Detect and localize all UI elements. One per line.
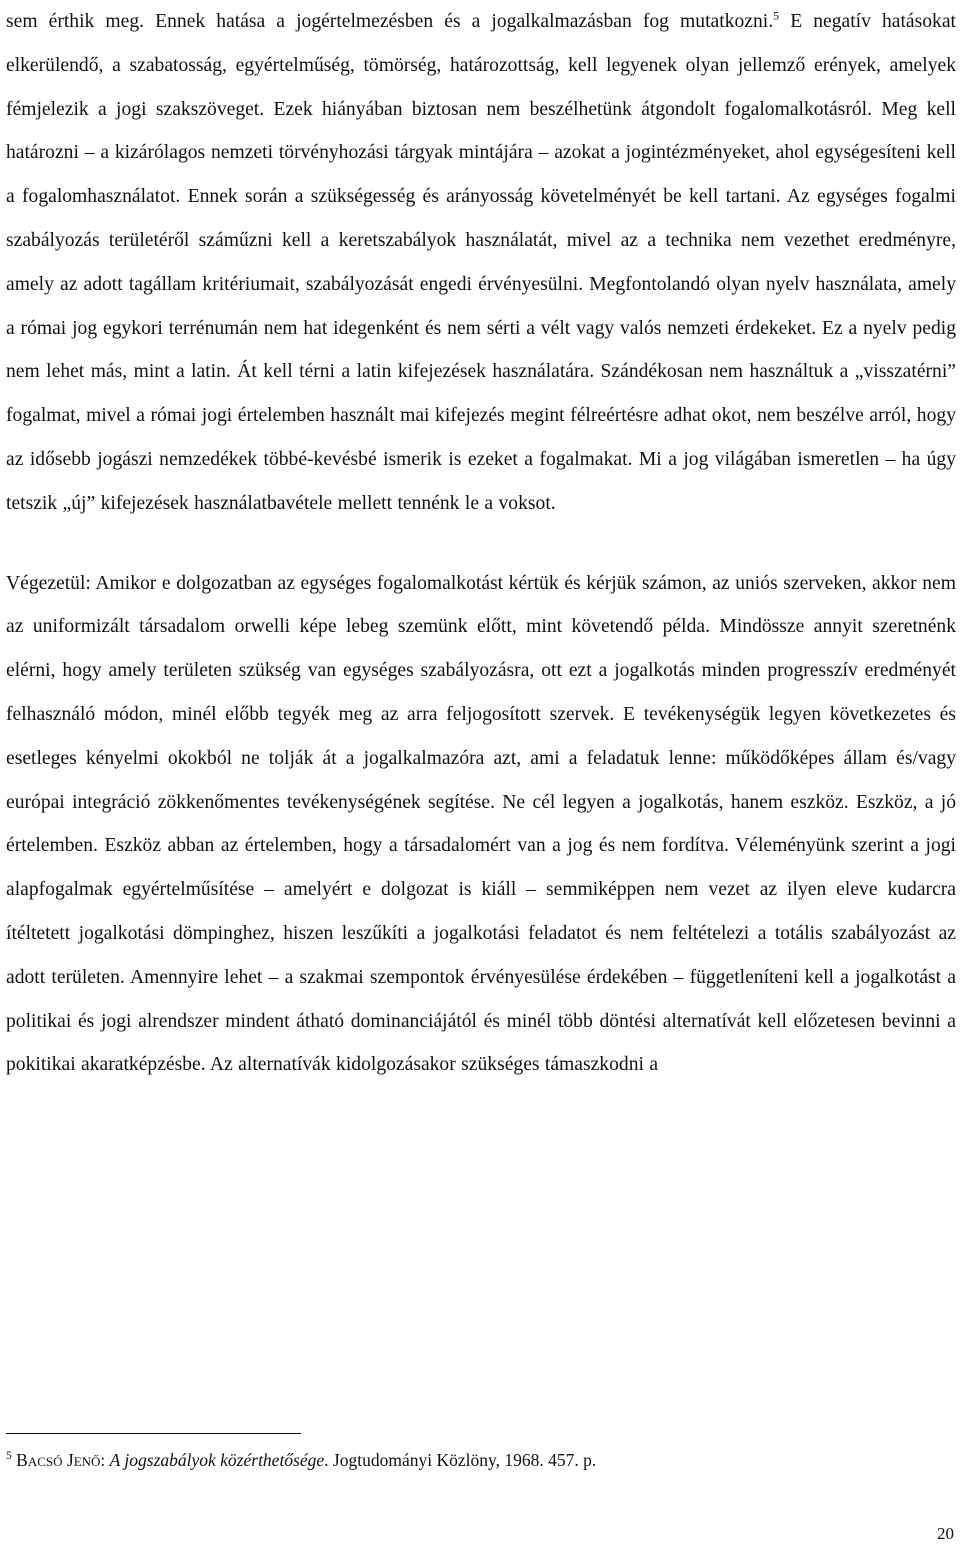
footnote-author: BACSÓ JENŐ [16, 1450, 101, 1470]
body-paragraph-2: Végezetül: Amikor e dolgozatban az egységes fogalomalkotást kértük és kérjük számon, az uniós szerveken, akkor nem az uniformizált társadalom orwelli képe lebeg szemünk előtt, mint követendő példa. Mindössze annyit szeretnénk elérni, hogy amely területen szükség van egységes szabályozásra, ott ezt a jogalkotás minden progresszív eredményét felhasználó módon, minél előbb tegyék meg az arra feljogosított szervek. E tevékenységük legyen következetes és esetleges kényelmi okokból ne tolják át a jogalkalmazóra azt, ami a feladatuk lenne: működőképes állam és/vagy európai integráció zökkenőmentes tevékenységének segítése. Ne cél legyen a jogalkotás, hanem eszköz. Eszköz, a jó értelemben. Eszköz abban az értelemben, hogy a társadalomért van a jog és nem fordítva. Véleményünk szerint a jogi alapfogalmak egyértelműsítése – amelyért e dolgozat is kiáll – semmiképpen nem vezet az ilyen eleve kudarcra ítéltetett jogalkotási dömpinghez, hiszen leszűkíti a jogalkotási feladatot és nem feltételezi a totális szabályozást az adott területen. Amennyire lehet – a szakmai szempontok érvényesülése érdekében – függetleníteni kell a jogalkotást a politikai és jogi alrendszer mindent átható dominanciájától és minél több döntési alternatívát kell előzetesen bevinni a pokitikai akaratképzésbe. Az alternatívák kidolgozásakor szükséges támaszkodni a [6, 572, 956, 1076]
paragraph-1-text-a: sem érthik meg. Ennek hatása a jogértelmezésben és a jogalkalmazásban fog mutatkozni. [6, 11, 774, 32]
footnote-separator [6, 1433, 301, 1434]
footnote-citation: . Jogtudományi Közlöny, 1968. 457. p. [324, 1450, 597, 1470]
paragraph-1-text-b: E negatív hatásokat elkerülendő, a szabatosság, egyértelműség, tömörség, határozottság, kell legyenek olyan jellemző erények, amelyek fémjelezik a jogi szakszöveget. Ezek hiányában biztosan nem beszélhetünk átgondolt fogalomalkotásról. Meg kell határozni – a kizárólagos nemzeti törvényhozási tárgyak mintájára – azokat a jogintézményeket, ahol egységesíteni kell a fogalomhasználatot. Ennek során a szükségesség és arányosság követelményét be kell tartani. Az egységes fogalmi szabályozás területéről száműzni kell a keretszabályok használatát, mivel az a technika nem vezethet eredményre, amely az adott tagállam kritériumait, szabályozását engedi érvényesülni. Megfontolandó olyan nyelv használata, amely a római jog egykori terrénumán nem hat idegenként és nem sérti a vélt vagy valós nemzeti érdekeket. Ez a nyelv pedig nem lehet más, mint a latin. Át kell térni a latin kifejezések használatára. Szándékosan nem használtuk a „visszatérni” fogalmat, mivel a római jogi értelemben használt mai kifejezés megint félreértésre adhat okot, nem beszélve arról, hogy az idősebb jogászi nemzedékek többé-kevésbé ismerik is ezeket a fogalmakat. Mi a jog világában ismeretlen – ha úgy tetszik „új” kifejezések használatbavétele mellett tennénk le a voksot. [6, 11, 956, 514]
body-paragraph-1 [6, 0, 956, 526]
document-page [6, 0, 956, 1087]
footnote-reference[interactable]: 5 [773, 8, 780, 23]
footnote-number: 5 [6, 1450, 12, 1463]
footnote [6, 1447, 596, 1475]
footnote-title: A jogszabályok közérthetősége [109, 1450, 325, 1470]
page-number: 20 [937, 1524, 954, 1543]
footnote-separator-text: : [100, 1450, 110, 1470]
